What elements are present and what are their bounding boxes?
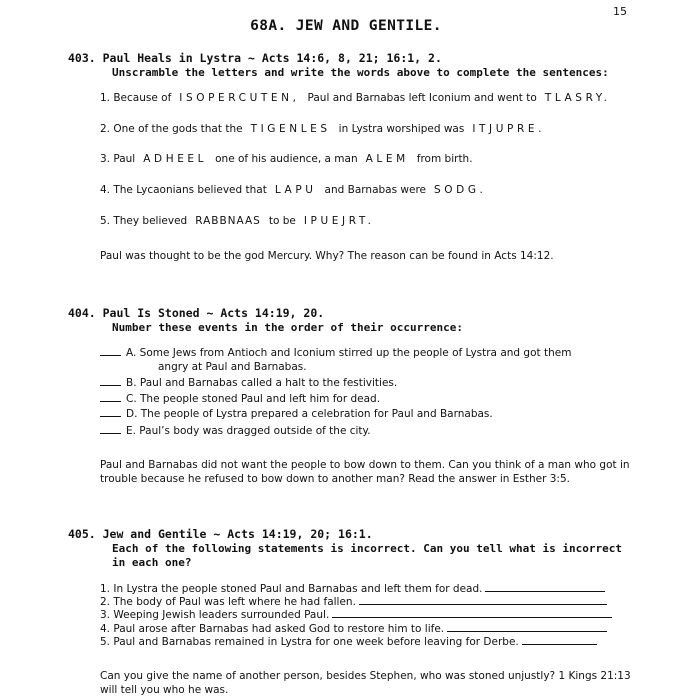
order-blank[interactable] <box>100 424 121 434</box>
page-number: 15 <box>613 5 627 18</box>
unscramble-question-1: 1. Because of ISOPERCUTEN, Paul and Barnabas left Iconium and went to TLASRY. <box>100 92 611 104</box>
order-blank[interactable] <box>100 376 121 386</box>
unscramble-question-2: 2. One of the gods that the TIGENLES in Lystra worshiped was ITJUPRE. <box>100 123 546 135</box>
answer-line[interactable] <box>522 635 597 645</box>
answer-line[interactable] <box>359 595 607 605</box>
scrambled-word: SODG. <box>434 184 487 196</box>
event-item-e: E. Paul’s body was dragged outside of the city. <box>100 424 371 437</box>
section-404-heading: 404. Paul Is Stoned ~ Acts 14:19, 20. <box>68 306 325 320</box>
incorrect-statement-1: 1. In Lystra the people stoned Paul and Barnabas and left them for dead. <box>100 582 605 595</box>
scrambled-word: RABBNAAS <box>195 215 261 227</box>
incorrect-statement-2: 2. The body of Paul was left where he had fallen. <box>100 595 607 608</box>
incorrect-statement-4: 4. Paul arose after Barnabas had asked God to restore him to life. <box>100 622 607 635</box>
scrambled-word: LAPU <box>274 184 317 196</box>
unscramble-question-5: 5. They believed RABBNAAS to be IPUEJRT. <box>100 215 375 227</box>
section-404-instruction: Number these events in the order of their occurrence: <box>112 321 463 334</box>
order-blank[interactable] <box>100 392 121 402</box>
section-405-instruction: Each of the following statements is incorrect. Can you tell what is incorrect in each one? <box>112 542 622 569</box>
scrambled-word: TLASRY. <box>544 92 611 104</box>
scrambled-word: ADHEEL <box>143 153 208 165</box>
scrambled-word: TIGENLES <box>250 123 331 135</box>
event-item-b: B. Paul and Barnabas called a halt to the festivities. <box>100 376 397 389</box>
event-item-c: C. The people stoned Paul and left him for dead. <box>100 392 380 405</box>
scrambled-word: ALEM <box>365 153 409 165</box>
scrambled-word: ITJUPRE. <box>472 123 546 135</box>
scrambled-word: ISOPERCUTEN, <box>179 92 300 104</box>
answer-line[interactable] <box>485 582 605 592</box>
incorrect-statement-5: 5. Paul and Barnabas remained in Lystra for one week before leaving for Derbe. <box>100 635 597 648</box>
scrambled-word: IPUEJRT. <box>303 215 375 227</box>
event-item-d: D. The people of Lystra prepared a celebration for Paul and Barnabas. <box>100 407 493 420</box>
order-blank[interactable] <box>100 346 121 356</box>
section-403-heading: 403. Paul Heals in Lystra ~ Acts 14:6, 8, 21; 16:1, 2. <box>68 51 442 65</box>
order-blank[interactable] <box>100 407 121 417</box>
answer-line[interactable] <box>332 608 612 618</box>
unscramble-question-4: 4. The Lycaonians believed that LAPU and Barnabas were SODG. <box>100 184 487 196</box>
event-item-a-continued: angry at Paul and Barnabas. <box>158 361 307 373</box>
section-405-heading: 405. Jew and Gentile ~ Acts 14:19, 20; 16:1. <box>68 527 373 541</box>
section-403-note: Paul was thought to be the god Mercury. Why? The reason can be found in Acts 14:12. <box>100 250 554 262</box>
section-405-note: Can you give the name of another person, besides Stephen, who was stoned unjustly? 1 Kings 21:13 will tell you who he was. <box>100 670 631 696</box>
incorrect-statement-3: 3. Weeping Jewish leaders surrounded Paul. <box>100 608 612 621</box>
unscramble-question-3: 3. Paul ADHEEL one of his audience, a man ALEM from birth. <box>100 153 473 165</box>
section-404-note: Paul and Barnabas did not want the people to bow down to them. Can you think of a man who got in trouble because he refused to bow down to another man? Read the answer in Esther 3:5. <box>100 459 630 485</box>
event-item-a: A. Some Jews from Antioch and Iconium stirred up the people of Lystra and got them <box>100 346 571 359</box>
page-title: 68A. JEW AND GENTILE. <box>250 18 442 34</box>
answer-line[interactable] <box>447 622 607 632</box>
section-403-instruction: Unscramble the letters and write the words above to complete the sentences: <box>112 66 609 79</box>
